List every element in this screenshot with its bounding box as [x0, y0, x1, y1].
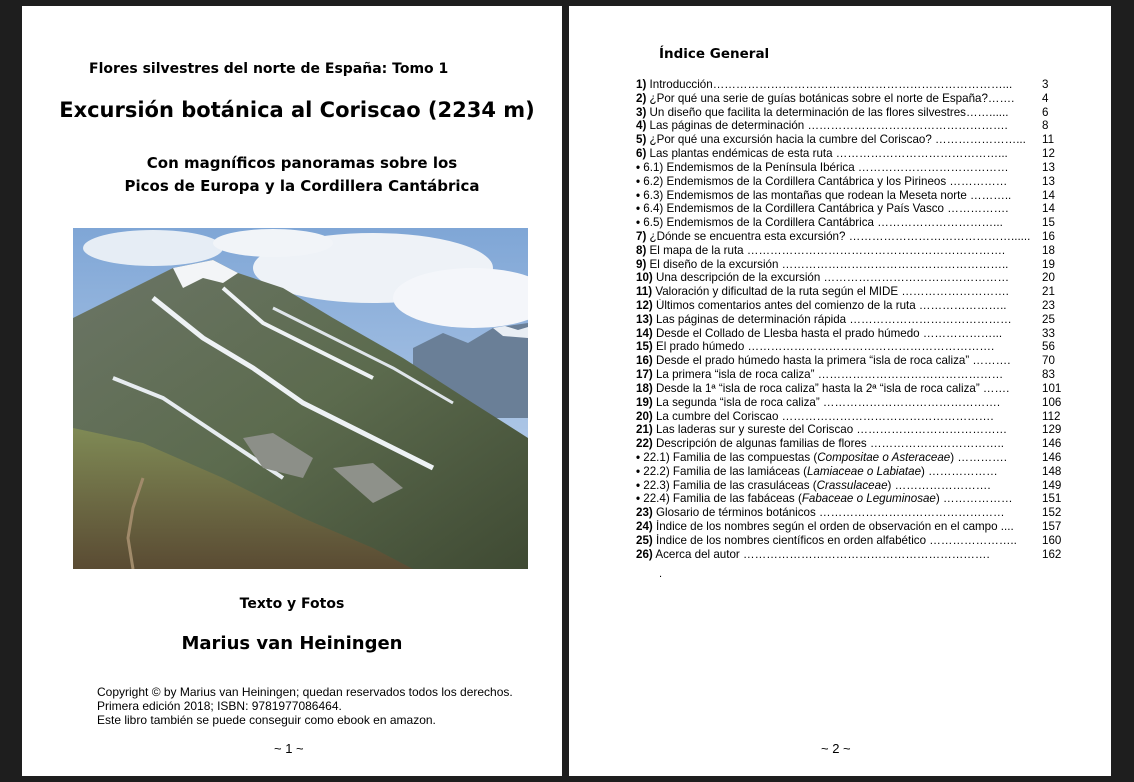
- toc-entry-leader: ……………: [949, 174, 1008, 188]
- toc-entry-title: [636, 189, 1011, 203]
- toc-entry[interactable]: [636, 410, 1064, 424]
- subtitle-line-1: Con magníficos panoramas sobre los: [146, 154, 458, 172]
- toc-entry[interactable]: [636, 258, 1064, 272]
- toc-entry-page: 20: [1042, 271, 1055, 285]
- toc-entry-leader: ……………………………………….: [822, 395, 1001, 409]
- toc-entry-text: Las páginas de determinación rápida: [652, 312, 850, 326]
- toc-entry-title: [636, 327, 1002, 341]
- toc-entry-leader: ………………: [942, 492, 1013, 506]
- toc-entry-page: 13: [1042, 160, 1055, 174]
- toc-entry-title: [636, 465, 998, 479]
- toc-entry[interactable]: [636, 175, 1064, 189]
- toc-entry-leader: ……………………………………......: [848, 229, 1031, 243]
- toc-entry-text: 22.2) Familia de las lamiáceas (: [640, 464, 807, 478]
- toc-entry-text: 22.4) Familia de las fabáceas (: [640, 492, 802, 506]
- stray-mark: .: [659, 568, 663, 580]
- toc-entry[interactable]: [636, 244, 1064, 258]
- toc-entry-number: •: [636, 216, 641, 230]
- toc-entry-title: [636, 133, 1026, 147]
- toc-entry[interactable]: [636, 396, 1064, 410]
- toc-entry-text-end: ): [950, 450, 958, 464]
- toc-entry-page: 56: [1042, 340, 1055, 354]
- toc-entry-title: [636, 382, 1009, 396]
- toc-entry-page: 70: [1042, 354, 1055, 368]
- toc-entry-leader: …………………….: [894, 478, 991, 492]
- toc-entry[interactable]: [636, 216, 1064, 230]
- toc-entry-text: Descripción de algunas familias de flores: [652, 437, 870, 451]
- toc-entry-number: 20): [636, 409, 653, 423]
- toc-entry-number: 18): [636, 381, 653, 395]
- toc-entry-number: 23): [636, 506, 653, 520]
- toc-entry-leader: …………………………...: [877, 216, 1003, 230]
- toc-entry-title: [636, 92, 1014, 106]
- toc-entry-page: 152: [1042, 506, 1062, 520]
- toc-entry[interactable]: [636, 106, 1064, 120]
- toc-entry-title: [636, 119, 1008, 133]
- toc-entry-leader: ……………………………..: [869, 437, 1004, 451]
- toc-entry-title: [636, 313, 1012, 327]
- toc-entry-leader: ……………………………………: [849, 312, 1012, 326]
- toc-entry[interactable]: [636, 299, 1064, 313]
- toc-entry-text: Las plantas endémicas de esta ruta: [646, 147, 836, 161]
- toc-entry-leader: ………………: [928, 464, 998, 478]
- toc-entry-text: 6.1) Endemismos de la Península Ibérica: [640, 160, 858, 174]
- toc-entry[interactable]: [636, 465, 1064, 479]
- toc-entry[interactable]: [636, 423, 1064, 437]
- toc-entry-text: 6.2) Endemismos de la Cordillera Cantábrica y los Pirineos: [640, 174, 950, 188]
- toc-entry-scientific-name: Lamiaceae o Labiatae: [806, 464, 922, 478]
- toc-entry-text: Las laderas sur y sureste del Coriscao: [652, 423, 857, 437]
- toc-entry-text: El prado húmedo: [652, 340, 748, 354]
- toc-entry-text: Últimos comentarios antes del comienzo de la ruta: [652, 299, 919, 312]
- toc-entry-leader: ………..: [970, 188, 1012, 202]
- toc-entry-text: 6.3) Endemismos de las montañas que rodean la Meseta norte: [640, 188, 971, 202]
- toc-entry-leader: …………………………………………………..: [781, 257, 1009, 271]
- edition-line: Primera edición 2018; ISBN: 9781977086464.: [97, 699, 342, 713]
- toc-entry-title: [636, 216, 1003, 230]
- toc-entry-leader: …………………………………………: [819, 506, 1005, 520]
- toc-entry-leader: …………………………………………: [823, 271, 1010, 285]
- toc-entry-scientific-name: Compositae o Asteraceae: [817, 450, 951, 464]
- toc-entry-text: Glosario de términos botánicos: [652, 506, 820, 520]
- toc-entry-page: 21: [1042, 285, 1055, 299]
- toc-entry-title: [636, 368, 1003, 382]
- toc-entry-page: 13: [1042, 174, 1055, 188]
- toc-entry-leader: ……......: [965, 105, 1009, 119]
- toc-entry-page: 19: [1042, 257, 1055, 271]
- toc-entry-scientific-name: Crassulaceae: [816, 478, 888, 492]
- toc-entry-page: 25: [1042, 312, 1055, 326]
- toc-entry-leader: ………………………………………………………….: [746, 243, 1006, 257]
- toc-entry-text: Índice de los nombres según el orden de observación en el campo: [652, 520, 1001, 533]
- toc-entry-number: 21): [636, 423, 653, 437]
- toc-entry[interactable]: [636, 147, 1064, 161]
- toc-entry-page: 157: [1042, 520, 1062, 533]
- toc-entry[interactable]: [636, 492, 1064, 506]
- toc-entry[interactable]: [636, 368, 1064, 382]
- toc-entry-number: 25): [636, 533, 653, 547]
- toc-entry-title: [636, 299, 1007, 313]
- toc-entry-number: •: [636, 464, 641, 478]
- toc-entry-number: 9): [636, 257, 647, 271]
- toc-entry-page: 4: [1042, 91, 1049, 105]
- toc-entry-title: [636, 534, 1017, 548]
- toc-entry-number: 6): [636, 147, 647, 161]
- toc-entry-page: 14: [1042, 202, 1055, 216]
- toc-entry-number: 3): [636, 105, 647, 119]
- toc-entry-leader: …………………………………: [857, 160, 1009, 174]
- toc-entry-text: ¿Dónde se encuentra esta excursión?: [646, 229, 849, 243]
- toc-entry-page: 23: [1042, 299, 1055, 312]
- toc-entry-page: 146: [1042, 450, 1062, 464]
- toc-entry-leader: …………………………………: [856, 423, 1008, 437]
- toc-entry-title: [636, 423, 1007, 437]
- toc-entry-page: 11: [1042, 133, 1055, 147]
- toc-entry-page: 106: [1042, 395, 1062, 409]
- toc-entry-number: 24): [636, 520, 653, 533]
- toc-entry-text: Acerca del autor: [652, 547, 743, 561]
- toc-entry-leader: …………………..: [918, 299, 1007, 312]
- toc-entry-leader: …………………...: [935, 133, 1026, 147]
- toc-entry-page: 83: [1042, 368, 1055, 382]
- toc-entry[interactable]: [636, 313, 1064, 327]
- toc-entry-text: La primera “isla de roca caliza”: [652, 368, 818, 382]
- toc-entry[interactable]: [636, 285, 1064, 299]
- toc-entry[interactable]: [636, 340, 1064, 354]
- toc-entry-page: 8: [1042, 119, 1049, 133]
- toc-entry-page: 14: [1042, 188, 1055, 202]
- toc-entry-text: 22.3) Familia de las crasuláceas (: [640, 478, 817, 492]
- toc-entry-leader: …………………………………………………………………...: [712, 78, 1013, 91]
- toc-entry-number: 1): [636, 78, 647, 91]
- toc-entry-text: ¿Por qué una serie de guías botánicas sobre el norte de España?: [646, 91, 988, 105]
- toc-entry-title: [636, 340, 994, 354]
- toc-entry-number: 4): [636, 119, 647, 133]
- toc-entry-text: Una descripción de la excursión: [652, 271, 824, 285]
- toc-entry-page: 33: [1042, 326, 1055, 340]
- toc-entry-title: [636, 410, 994, 424]
- toc-entry-title: [636, 230, 1030, 244]
- toc-entry[interactable]: [636, 534, 1064, 548]
- toc-entry-leader: …….: [987, 91, 1015, 105]
- cover-photo: [73, 228, 528, 569]
- toc-entry-title: [636, 492, 1013, 506]
- toc-entry-page: 101: [1042, 381, 1062, 395]
- toc-entry-title: [636, 396, 1000, 410]
- toc-entry[interactable]: [636, 189, 1064, 203]
- toc-entry-page: 151: [1042, 492, 1062, 506]
- toc-entry-page: 18: [1042, 243, 1055, 257]
- toc-entry-leader: …………………………………………….: [807, 119, 1008, 133]
- toc-entry-leader: ……………………………………………………….: [747, 340, 995, 354]
- toc-entry-page: 148: [1042, 464, 1062, 478]
- toc-entry[interactable]: [636, 451, 1064, 465]
- toc-entry-page: 160: [1042, 533, 1062, 547]
- toc-entry[interactable]: [636, 271, 1064, 285]
- toc-entry-title: [636, 451, 1007, 465]
- toc-entry-number: 22): [636, 437, 653, 451]
- toc-entry-text: 6.4) Endemismos de la Cordillera Cantábrica y País Vasco: [640, 202, 948, 216]
- toc-entry-number: •: [636, 492, 641, 506]
- toc-entry[interactable]: [636, 382, 1064, 396]
- toc-entry-page: 112: [1042, 409, 1061, 423]
- toc-entry-title: [636, 271, 1009, 285]
- toc-entry-title: [636, 147, 1008, 161]
- copyright-block: [97, 685, 513, 727]
- toc-entry-title: [636, 78, 1012, 92]
- toc-entry-number: 2): [636, 91, 647, 105]
- toc-entry-text: La cumbre del Coriscao: [652, 409, 782, 423]
- toc-entry-scientific-name: Fabaceae o Leguminosae: [801, 492, 936, 506]
- toc-entry[interactable]: [636, 479, 1064, 493]
- toc-entry-number: 17): [636, 368, 653, 382]
- toc-entry-number: •: [636, 478, 641, 492]
- toc-entry-text: Desde el prado húmedo hasta la primera “isla de roca caliza”: [652, 354, 973, 368]
- toc-entry-text-end: ): [935, 492, 943, 506]
- toc-entry-number: 12): [636, 299, 653, 312]
- toc-entry-text: 22.1) Familia de las compuestas (: [640, 450, 818, 464]
- toc-entry-number: 19): [636, 395, 653, 409]
- toc-entry-text: Introducción: [646, 78, 713, 91]
- toc-entry-title: [636, 285, 1009, 299]
- toc-entry-leader: ……………………………………...: [835, 147, 1008, 161]
- toc-entry-number: •: [636, 174, 641, 188]
- book-title: Excursión botánica al Coriscao (2234 m): [59, 98, 535, 122]
- toc-entry-leader: …………….: [947, 202, 1009, 216]
- toc-entry[interactable]: [636, 437, 1064, 451]
- toc-entry-number: 10): [636, 271, 653, 285]
- toc-title: Índice General: [659, 46, 770, 62]
- toc-entry-leader: …….: [982, 381, 1010, 395]
- toc-entry[interactable]: [636, 78, 1064, 92]
- right-page: [569, 6, 1111, 776]
- toc-entry-title: [636, 520, 1014, 534]
- toc-entry-number: 15): [636, 340, 653, 354]
- toc-entry-title: [636, 506, 1005, 520]
- toc-entry[interactable]: [636, 520, 1064, 534]
- toc-entry-title: [636, 106, 1008, 120]
- author-name: Marius van Heiningen: [181, 633, 403, 654]
- toc-entry-title: [636, 437, 1004, 451]
- toc-entry-text: Desde el Collado de Llesba hasta el prado húmedo: [652, 326, 923, 340]
- toc-entry-number: 13): [636, 312, 653, 326]
- toc-entry-text: El mapa de la ruta: [646, 243, 747, 257]
- toc-entry-leader: ……………………………………………………….: [743, 547, 990, 561]
- page-number: ~ 2 ~: [821, 741, 851, 756]
- toc-entry[interactable]: [636, 548, 1064, 562]
- toc-entry[interactable]: [636, 119, 1064, 133]
- toc-entry-page: 129: [1042, 423, 1062, 437]
- toc-entry-number: 7): [636, 229, 647, 243]
- toc-entry-number: 11): [636, 285, 653, 299]
- toc-entry-number: 5): [636, 133, 647, 147]
- toc-entry-title: [636, 161, 1009, 175]
- toc-entry-number: •: [636, 450, 641, 464]
- toc-entry-page: 15: [1042, 216, 1055, 230]
- toc-entry-text-end: ): [887, 478, 895, 492]
- toc-entry-page: 146: [1042, 437, 1062, 451]
- credits-label: Texto y Fotos: [239, 596, 345, 612]
- page-number: ~ 1 ~: [274, 741, 304, 756]
- toc-entry[interactable]: [636, 506, 1064, 520]
- toc-entry-number: 16): [636, 354, 653, 368]
- table-of-contents: [636, 78, 1064, 561]
- toc-entry-number: 8): [636, 243, 647, 257]
- copyright-line: Copyright © by Marius van Heiningen; quedan reservados todos los derechos.: [97, 685, 513, 699]
- toc-entry-leader: ………………...: [922, 326, 1003, 340]
- toc-entry-text: 6.5) Endemismos de la Cordillera Cantábrica: [640, 216, 878, 230]
- toc-entry[interactable]: [636, 230, 1064, 244]
- toc-entry-title: [636, 479, 991, 493]
- toc-entry-page: 162: [1042, 547, 1062, 561]
- toc-entry-page: 149: [1042, 478, 1062, 492]
- toc-entry-text: Índice de los nombres científicos en orden alfabético: [652, 533, 930, 547]
- toc-entry-page: 12: [1042, 147, 1055, 161]
- toc-entry-number: •: [636, 188, 641, 202]
- toc-entry-text: ¿Por qué una excursión hacia la cumbre del Coriscao?: [646, 133, 936, 147]
- toc-entry-text-end: ): [921, 464, 929, 478]
- toc-entry-title: [636, 202, 1008, 216]
- toc-entry-leader: …………………………………………: [817, 368, 1004, 382]
- toc-entry-number: 14): [636, 326, 653, 340]
- toc-entry-title: [636, 548, 990, 562]
- toc-entry[interactable]: [636, 202, 1064, 216]
- toc-entry-title: [636, 244, 1005, 258]
- toc-entry-text: El diseño de la excursión: [646, 257, 782, 271]
- toc-entry-number: •: [636, 160, 641, 174]
- toc-entry-page: 16: [1042, 229, 1055, 243]
- toc-entry-text: Valoración y dificultad de la ruta según el MIDE: [652, 285, 902, 299]
- toc-entry-title: [636, 175, 1007, 189]
- subtitle-line-2: Picos de Europa y la Cordillera Cantábrica: [124, 177, 480, 195]
- toc-entry-title: [636, 354, 1010, 368]
- toc-entry-text: La segunda “isla de roca caliza”: [652, 395, 823, 409]
- toc-entry-leader: …………………..: [929, 533, 1017, 547]
- toc-entry-title: [636, 258, 1008, 272]
- toc-entry-leader: ………….: [957, 450, 1007, 464]
- toc-entry[interactable]: [636, 133, 1064, 147]
- toc-entry-leader: ....: [1000, 520, 1014, 533]
- left-page: [22, 6, 562, 776]
- toc-entry-page: 3: [1042, 78, 1049, 91]
- toc-entry-number: •: [636, 202, 641, 216]
- series-title: Flores silvestres del norte de España: Tomo 1: [89, 61, 449, 77]
- toc-entry-leader: ……….: [972, 354, 1011, 368]
- toc-entry[interactable]: [636, 161, 1064, 175]
- toc-entry[interactable]: [636, 354, 1064, 368]
- toc-entry-number: 26): [636, 547, 653, 561]
- toc-entry-leader: ……………………….: [901, 285, 1009, 299]
- toc-entry-leader: ……………………………………………….: [781, 409, 994, 423]
- toc-entry[interactable]: [636, 92, 1064, 106]
- toc-entry-text: Las páginas de determinación: [646, 119, 808, 133]
- ebook-line: Este libro también se puede conseguir como ebook en amazon.: [97, 713, 436, 727]
- toc-entry-text: Desde la 1ª “isla de roca caliza” hasta la 2ª “isla de roca caliza”: [652, 381, 983, 395]
- toc-entry-page: 6: [1042, 105, 1049, 119]
- toc-entry-text: Un diseño que facilita la determinación de las flores silvestres: [646, 105, 966, 119]
- toc-entry[interactable]: [636, 327, 1064, 341]
